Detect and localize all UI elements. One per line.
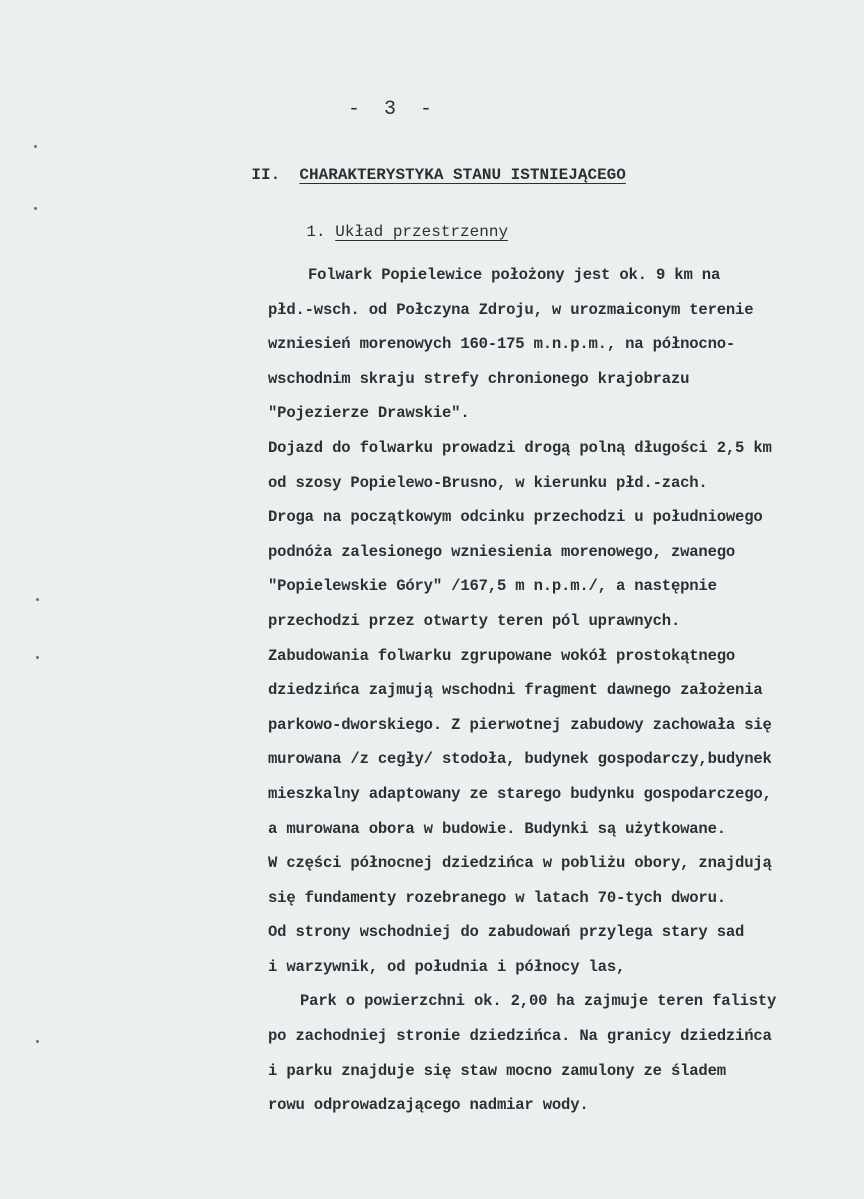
section-heading bbox=[213, 148, 626, 202]
text-line: Droga na początkowym odcinku przechodzi u południowego bbox=[268, 508, 763, 527]
text-line: parkowo-dworskiego. Z pierwotnej zabudowy zachowała się bbox=[268, 715, 772, 734]
margin-dot bbox=[34, 207, 37, 210]
section-number: II. bbox=[251, 166, 281, 184]
text-line: płd.-wsch. od Połczyna Zdroju, w urozmaiconym terenie bbox=[268, 300, 754, 319]
body-text bbox=[268, 258, 860, 1123]
text-line: Zabudowania folwarku zgrupowane wokół prostokątnego bbox=[268, 646, 736, 665]
text-line: Od strony wschodniej do zabudowań przylega stary sad bbox=[268, 923, 745, 942]
margin-dot bbox=[36, 1040, 39, 1043]
text-line: wzniesień morenowych 160-175 m.n.p.m., na północno- bbox=[268, 335, 736, 354]
text-line: dziedzińca zajmują wschodni fragment dawnego założenia bbox=[268, 681, 763, 700]
section-title: CHARAKTERYSTYKA STANU ISTNIEJĄCEGO bbox=[299, 166, 626, 184]
subsection-number: 1. bbox=[306, 223, 326, 241]
text-line: mieszkalny adaptowany ze starego budynku gospodarczego, bbox=[268, 784, 772, 803]
text-line: od szosy Popielewo-Brusno, w kierunku płd.-zach. bbox=[268, 473, 708, 492]
text-line: rowu odprowadzającego nadmiar wody. bbox=[268, 1096, 589, 1115]
text-line: wschodnim skraju strefy chronionego krajobrazu bbox=[268, 369, 690, 388]
page-number: - 3 - bbox=[348, 98, 439, 121]
margin-dot bbox=[36, 656, 39, 659]
text-line: podnóża zalesionego wzniesienia morenowego, zwanego bbox=[268, 542, 736, 561]
text-line: a murowana obora w budowie. Budynki są użytkowane. bbox=[268, 819, 726, 838]
text-line: i parku znajduje się staw mocno zamulony ze śladem bbox=[268, 1061, 726, 1080]
text-line: "Popielewskie Góry" /167,5 m n.p.m./, a następnie bbox=[268, 577, 717, 596]
subsection-heading bbox=[268, 205, 508, 259]
text-line: murowana /z cegły/ stodoła, budynek gospodarczy,budynek bbox=[268, 750, 772, 769]
margin-dot bbox=[36, 598, 39, 601]
text-line: Park o powierzchni ok. 2,00 ha zajmuje teren falisty bbox=[300, 992, 777, 1011]
text-line: i warzywnik, od południa i północy las, bbox=[268, 957, 626, 976]
text-line: Folwark Popielewice położony jest ok. 9 km na bbox=[308, 266, 721, 284]
text-line: się fundamenty rozebranego w latach 70-tych dworu. bbox=[268, 888, 726, 907]
text-line: W części północnej dziedzińca w pobliżu obory, znajdują bbox=[268, 854, 772, 873]
margin-dot bbox=[34, 145, 37, 148]
text-line: Dojazd do folwarku prowadzi drogą polną długości 2,5 km bbox=[268, 438, 772, 457]
subsection-title: Układ przestrzenny bbox=[335, 223, 509, 241]
text-line: "Pojezierze Drawskie". bbox=[268, 404, 470, 423]
text-line: przechodzi przez otwarty teren pól uprawnych. bbox=[268, 611, 681, 630]
text-line: po zachodniej stronie dziedzińca. Na granicy dziedzińca bbox=[268, 1027, 772, 1046]
